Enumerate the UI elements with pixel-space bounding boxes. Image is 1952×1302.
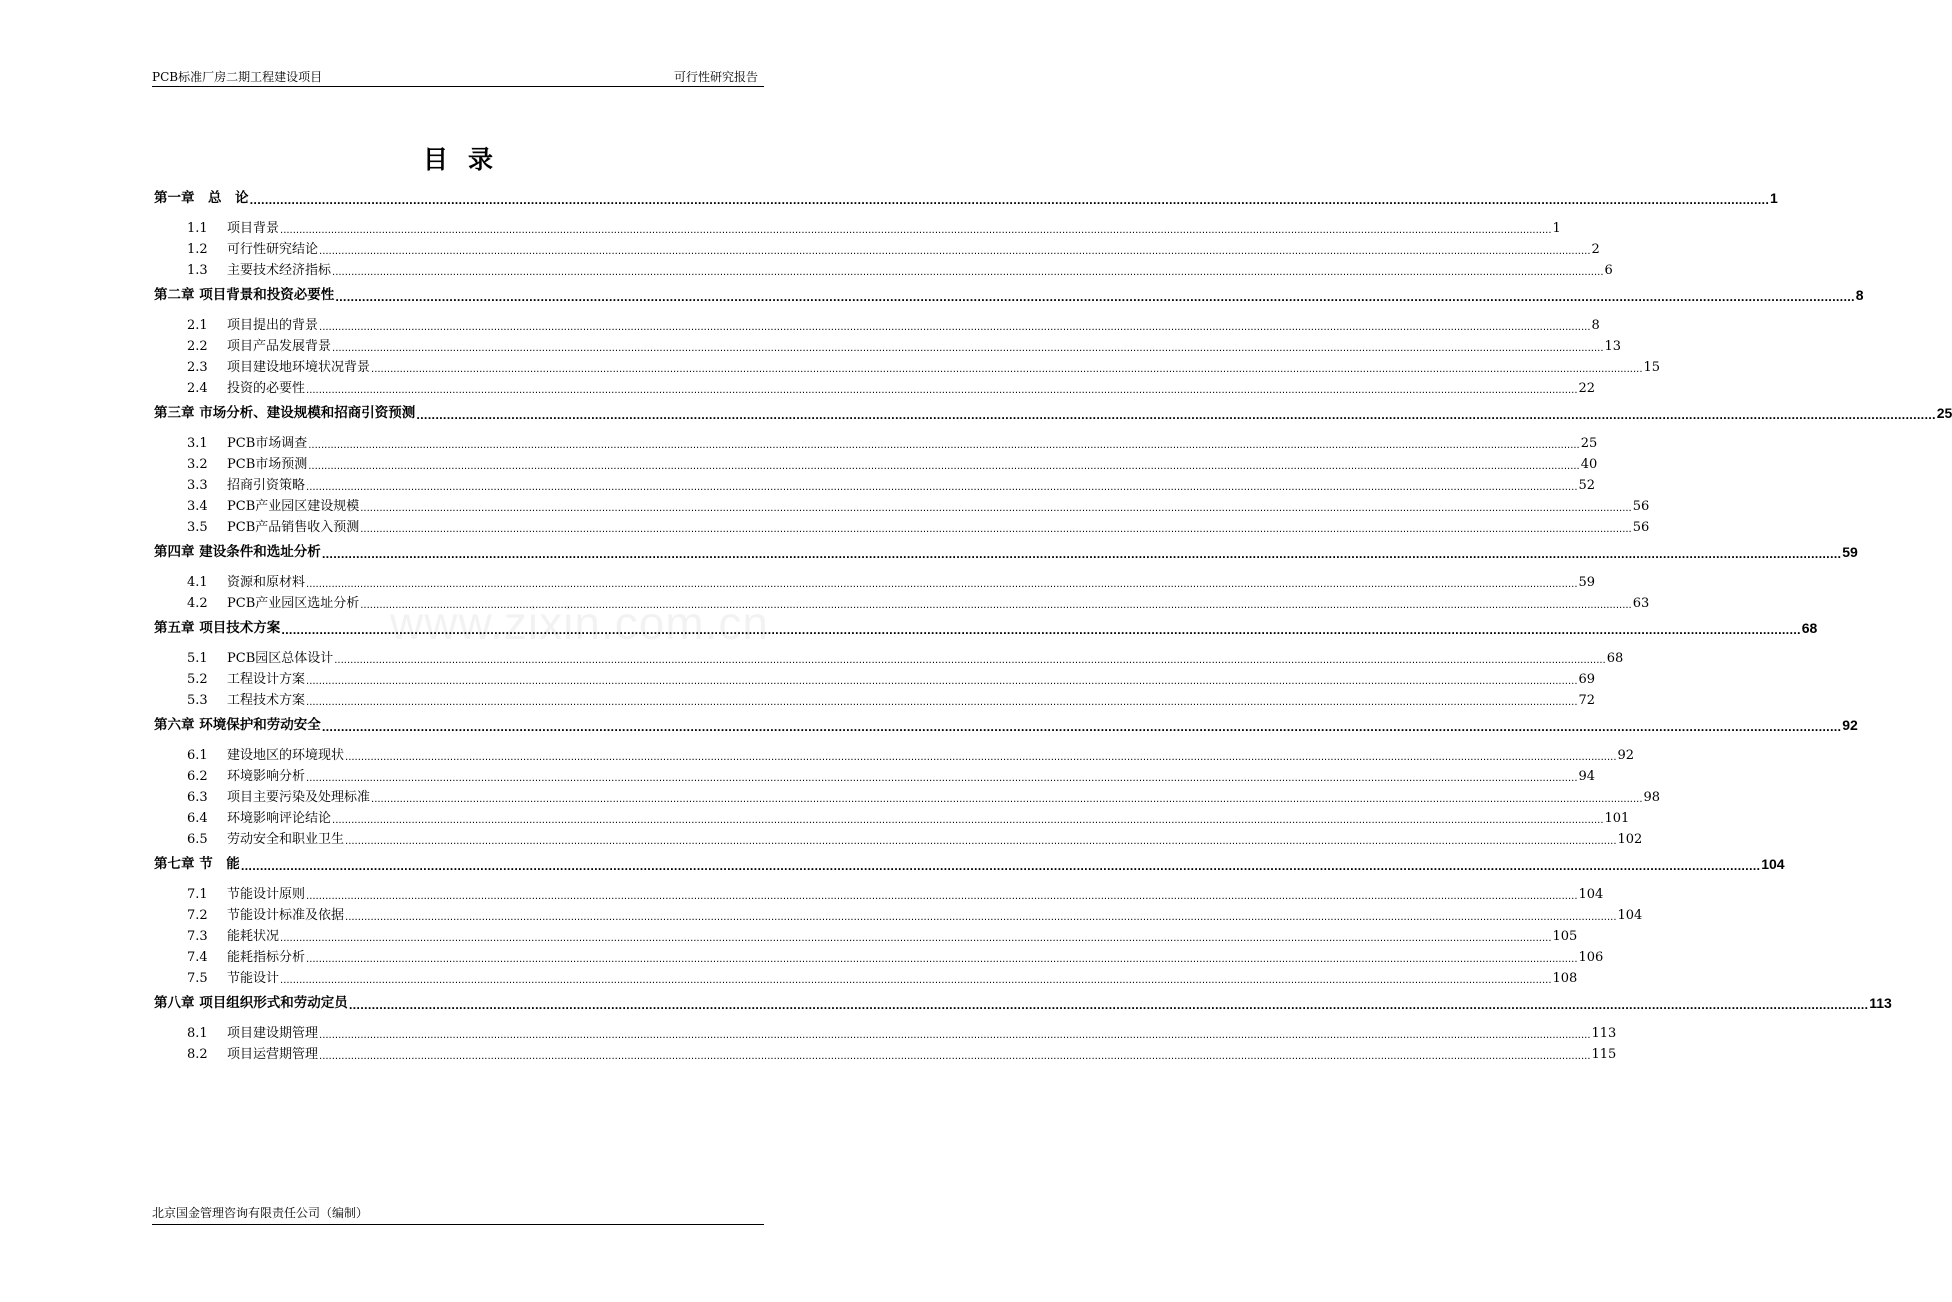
toc-section-title: PCB产业园区选址分析 [227, 596, 360, 611]
toc-section-entry[interactable] [154, 745, 1635, 766]
toc-chapter-entry[interactable] [154, 852, 1785, 876]
toc-section-title: 项目运营期管理 [227, 1047, 319, 1062]
dot-leader: ................................................................................................................................................................................................................................................................................................................................................................................................................ [319, 1030, 1591, 1041]
toc-page-number: 104 [1617, 908, 1643, 923]
dot-leader: ................................................................................................................................................................................................................................................................................................................................................................................................................ [249, 196, 1770, 207]
toc-page-number: 105 [1552, 929, 1578, 944]
toc-entry-label [187, 745, 344, 766]
dot-leader: ................................................................................................................................................................................................................................................................................................................................................................................................................ [280, 975, 1552, 986]
toc-section-title: 能耗指标分析 [227, 950, 306, 965]
toc-page-number: 92 [1617, 748, 1635, 763]
toc-section-number: 5.3 [187, 693, 208, 708]
toc-entry-label [187, 926, 279, 947]
dot-leader: ................................................................................................................................................................................................................................................................................................................................................................................................................ [306, 676, 1578, 687]
dot-leader: ................................................................................................................................................................................................................................................................................................................................................................................................................ [321, 723, 1842, 734]
toc-section-number: 1.1 [187, 221, 208, 236]
toc-section-entry[interactable] [154, 433, 1598, 454]
toc-section-title: PCB市场预测 [227, 457, 308, 472]
toc-section-title: 项目主要污染及处理标准 [227, 790, 371, 805]
dot-leader: ................................................................................................................................................................................................................................................................................................................................................................................................................ [321, 550, 1842, 561]
toc-entry-label: 第二章 项目背景和投资必要性 [154, 287, 335, 303]
toc-section-entry[interactable] [154, 648, 1624, 669]
toc-section-number: 8.1 [187, 1026, 208, 1041]
toc-page-number: 108 [1552, 971, 1578, 986]
toc-section-number: 3.4 [187, 499, 208, 514]
toc-section-entry[interactable] [154, 357, 1661, 378]
header-report-type: 可行性研究报告 [673, 70, 758, 84]
toc-section-entry[interactable] [154, 496, 1650, 517]
toc-section-entry[interactable] [154, 475, 1596, 496]
toc-section-number: 6.2 [187, 769, 208, 784]
dot-leader: ................................................................................................................................................................................................................................................................................................................................................................................................................ [345, 836, 1617, 847]
toc-page-number: 2 [1591, 242, 1600, 257]
toc-chapter-entry[interactable] [154, 401, 1952, 425]
dot-leader: ................................................................................................................................................................................................................................................................................................................................................................................................................ [416, 411, 1936, 422]
toc-page-number: 56 [1632, 499, 1650, 514]
toc-entry-label [187, 648, 333, 669]
toc-entry-label [187, 808, 331, 829]
toc-title: 目录 [422, 145, 513, 174]
toc-page-number: 68 [1606, 651, 1624, 666]
footer-company: 北京国金管理咨询有限责任公司（编制） [152, 1206, 369, 1220]
toc-section-title: 项目提出的背景 [227, 318, 319, 333]
toc-page-number: 59 [1842, 544, 1858, 560]
toc-entry-label [187, 572, 305, 593]
dot-leader: ................................................................................................................................................................................................................................................................................................................................................................................................................ [360, 503, 1632, 514]
toc-section-title: 节能设计原则 [227, 887, 306, 902]
toc-section-number: 6.1 [187, 748, 208, 763]
toc-entry-label [187, 378, 305, 399]
dot-leader: ................................................................................................................................................................................................................................................................................................................................................................................................................ [306, 482, 1578, 493]
toc-section-entry[interactable] [154, 315, 1600, 336]
table-of-contents [154, 184, 1952, 1065]
toc-chapter-entry[interactable] [154, 616, 1818, 640]
toc-section-entry[interactable] [154, 1044, 1617, 1065]
toc-entry-label [187, 239, 318, 260]
toc-section-entry[interactable] [154, 766, 1596, 787]
toc-section-entry[interactable] [154, 884, 1604, 905]
dot-leader: ................................................................................................................................................................................................................................................................................................................................................................................................................ [280, 933, 1552, 944]
toc-section-entry[interactable] [154, 690, 1596, 711]
toc-entry-label [187, 315, 318, 336]
toc-section-number: 4.1 [187, 575, 208, 590]
toc-entry-label: 第五章 项目技术方案 [154, 620, 281, 636]
toc-section-number: 1.3 [187, 263, 208, 278]
toc-page-number: 98 [1643, 790, 1661, 805]
toc-chapter-entry[interactable] [154, 991, 1892, 1015]
dot-leader: ................................................................................................................................................................................................................................................................................................................................................................................................................ [319, 246, 1591, 257]
toc-entry-label: 第六章 环境保护和劳动安全 [154, 717, 321, 733]
dot-leader: ................................................................................................................................................................................................................................................................................................................................................................................................................ [332, 815, 1604, 826]
toc-section-number: 2.3 [187, 360, 208, 375]
toc-entry-label [187, 690, 305, 711]
toc-chapter-entry[interactable] [154, 186, 1778, 210]
toc-chapter-entry[interactable] [154, 283, 1864, 307]
dot-leader: ................................................................................................................................................................................................................................................................................................................................................................................................................ [360, 524, 1632, 535]
toc-section-title: 能耗状况 [227, 929, 280, 944]
toc-entry-label [187, 475, 305, 496]
dot-leader: ................................................................................................................................................................................................................................................................................................................................................................................................................ [240, 862, 1761, 873]
toc-section-entry[interactable] [154, 968, 1578, 989]
toc-section-number: 6.5 [187, 832, 208, 847]
dot-leader: ................................................................................................................................................................................................................................................................................................................................................................................................................ [281, 626, 1801, 637]
toc-section-title: 工程设计方案 [227, 672, 306, 687]
toc-section-number: 3.3 [187, 478, 208, 493]
toc-entry-label: 第四章 建设条件和选址分析 [154, 544, 321, 560]
dot-leader: ................................................................................................................................................................................................................................................................................................................................................................................................................ [319, 1051, 1591, 1062]
toc-section-number: 3.5 [187, 520, 208, 535]
toc-section-title: 项目建设期管理 [227, 1026, 319, 1041]
toc-section-number: 1.2 [187, 242, 208, 257]
toc-section-number: 3.2 [187, 457, 208, 472]
dot-leader: ................................................................................................................................................................................................................................................................................................................................................................................................................ [306, 579, 1578, 590]
toc-section-title: 项目产品发展背景 [227, 339, 332, 354]
header-project-name: PCB标准厂房二期工程建设项目 [152, 70, 323, 84]
watermark: www.zixin.com.cn [390, 597, 769, 649]
toc-page-number: 25 [1580, 436, 1598, 451]
toc-page-number: 104 [1761, 856, 1785, 872]
toc-page-number: 1 [1770, 190, 1778, 206]
page-header [152, 64, 764, 87]
toc-chapter-entry[interactable] [154, 540, 1858, 564]
toc-entry-label [187, 336, 331, 357]
toc-section-title: 环境影响分析 [227, 769, 306, 784]
dot-leader: ................................................................................................................................................................................................................................................................................................................................................................................................................ [345, 752, 1617, 763]
toc-section-entry[interactable] [154, 260, 1613, 281]
dot-leader: ................................................................................................................................................................................................................................................................................................................................................................................................................ [306, 954, 1578, 965]
toc-page-number: 52 [1578, 478, 1596, 493]
toc-section-number: 5.2 [187, 672, 208, 687]
toc-page-number: 40 [1580, 457, 1598, 472]
toc-entry-label [187, 787, 370, 808]
toc-page-number: 8 [1591, 318, 1600, 333]
toc-section-title: 项目背景 [227, 221, 280, 236]
toc-entry-label [187, 433, 307, 454]
toc-entry-label [187, 593, 359, 614]
toc-section-number: 8.2 [187, 1047, 208, 1062]
dot-leader: ................................................................................................................................................................................................................................................................................................................................................................................................................ [332, 343, 1604, 354]
toc-section-number: 2.4 [187, 381, 208, 396]
dot-leader: ................................................................................................................................................................................................................................................................................................................................................................................................................ [371, 794, 1643, 805]
toc-section-number: 2.1 [187, 318, 208, 333]
toc-page-number: 102 [1617, 832, 1643, 847]
dot-leader: ................................................................................................................................................................................................................................................................................................................................................................................................................ [348, 1001, 1869, 1012]
toc-section-entry[interactable] [154, 593, 1650, 614]
toc-section-number: 5.1 [187, 651, 208, 666]
toc-page-number: 13 [1604, 339, 1622, 354]
dot-leader: ................................................................................................................................................................................................................................................................................................................................................................................................................ [345, 912, 1617, 923]
toc-section-title: PCB产品销售收入预测 [227, 520, 360, 535]
toc-section-entry[interactable] [154, 517, 1650, 538]
toc-section-entry[interactable] [154, 905, 1643, 926]
toc-section-title: 资源和原材料 [227, 575, 306, 590]
toc-page-number: 92 [1842, 717, 1858, 733]
toc-page-number: 106 [1578, 950, 1604, 965]
toc-page-number: 72 [1578, 693, 1596, 708]
toc-page-number: 69 [1578, 672, 1596, 687]
dot-leader: ................................................................................................................................................................................................................................................................................................................................................................................................................ [332, 267, 1604, 278]
toc-page-number: 94 [1578, 769, 1596, 784]
toc-section-entry[interactable] [154, 926, 1578, 947]
toc-section-entry[interactable] [154, 947, 1604, 968]
dot-leader: ................................................................................................................................................................................................................................................................................................................................................................................................................ [306, 891, 1578, 902]
toc-section-number: 7.2 [187, 908, 208, 923]
toc-entry-label [187, 884, 305, 905]
toc-section-title: 工程技术方案 [227, 693, 306, 708]
toc-entry-label: 第八章 项目组织形式和劳动定员 [154, 995, 348, 1011]
toc-section-number: 7.3 [187, 929, 208, 944]
toc-section-title: PCB市场调查 [227, 436, 308, 451]
toc-entry-label [187, 260, 331, 281]
toc-page-number: 56 [1632, 520, 1650, 535]
dot-leader: ................................................................................................................................................................................................................................................................................................................................................................................................................ [371, 364, 1643, 375]
toc-page-number: 113 [1869, 995, 1892, 1011]
toc-entry-label [187, 1023, 318, 1044]
toc-section-entry[interactable] [154, 239, 1600, 260]
toc-entry-label [187, 947, 305, 968]
toc-entry-label [187, 218, 279, 239]
toc-section-entry[interactable] [154, 218, 1561, 239]
toc-entry-label [187, 517, 359, 538]
toc-section-entry[interactable] [154, 572, 1596, 593]
toc-page-number: 1 [1552, 221, 1561, 236]
toc-section-number: 6.3 [187, 790, 208, 805]
toc-section-entry[interactable] [154, 808, 1630, 829]
toc-section-title: 劳动安全和职业卫生 [227, 832, 345, 847]
toc-section-title: 投资的必要性 [227, 381, 306, 396]
toc-page-number: 68 [1801, 620, 1818, 636]
toc-page-number: 6 [1604, 263, 1613, 278]
toc-section-title: 项目建设地环境状况背景 [227, 360, 371, 375]
toc-section-number: 7.1 [187, 887, 208, 902]
toc-section-title: 建设地区的环境现状 [227, 748, 345, 763]
toc-page-number: 115 [1591, 1047, 1617, 1062]
toc-page-number: 8 [1855, 287, 1864, 303]
toc-section-title: 可行性研究结论 [227, 242, 319, 257]
toc-entry-label [187, 766, 305, 787]
toc-page-number: 113 [1591, 1026, 1617, 1041]
toc-section-title: PCB产业园区建设规模 [227, 499, 360, 514]
toc-entry-label [187, 829, 344, 850]
toc-section-title: 节能设计标准及依据 [227, 908, 345, 923]
toc-section-number: 6.4 [187, 811, 208, 826]
toc-section-number: 4.2 [187, 596, 208, 611]
dot-leader: ................................................................................................................................................................................................................................................................................................................................................................................................................ [360, 600, 1632, 611]
dot-leader: ................................................................................................................................................................................................................................................................................................................................................................................................................ [306, 385, 1578, 396]
toc-page-number: 22 [1578, 381, 1596, 396]
dot-leader: ................................................................................................................................................................................................................................................................................................................................................................................................................ [308, 461, 1580, 472]
toc-entry-label [187, 454, 307, 475]
dot-leader: ................................................................................................................................................................................................................................................................................................................................................................................................................ [335, 293, 1855, 304]
toc-entry-label [187, 357, 370, 378]
dot-leader: ................................................................................................................................................................................................................................................................................................................................................................................................................ [334, 655, 1606, 666]
toc-entry-label: 第一章 总 论 [154, 190, 249, 206]
page-footer [152, 1202, 764, 1225]
toc-section-title: 环境影响评论结论 [227, 811, 332, 826]
toc-section-entry[interactable] [154, 669, 1596, 690]
toc-section-title: 招商引资策略 [227, 478, 306, 493]
toc-page-number: 15 [1643, 360, 1661, 375]
toc-section-entry[interactable] [154, 787, 1661, 808]
toc-page-number: 101 [1604, 811, 1630, 826]
dot-leader: ................................................................................................................................................................................................................................................................................................................................................................................................................ [280, 225, 1552, 236]
toc-section-title: PCB园区总体设计 [227, 651, 334, 666]
toc-entry-label [187, 669, 305, 690]
toc-page-number: 25 [1936, 405, 1952, 421]
toc-entry-label [187, 496, 359, 517]
toc-section-entry[interactable] [154, 336, 1622, 357]
dot-leader: ................................................................................................................................................................................................................................................................................................................................................................................................................ [319, 322, 1591, 333]
toc-section-entry[interactable] [154, 1023, 1617, 1044]
toc-page-number: 104 [1578, 887, 1604, 902]
toc-section-entry[interactable] [154, 378, 1596, 399]
dot-leader: ................................................................................................................................................................................................................................................................................................................................................................................................................ [308, 440, 1580, 451]
toc-entry-label: 第三章 市场分析、建设规模和招商引资预测 [154, 405, 416, 421]
toc-entry-label [187, 1044, 318, 1065]
toc-entry-label [187, 905, 344, 926]
toc-section-number: 2.2 [187, 339, 208, 354]
toc-section-entry[interactable] [154, 829, 1643, 850]
toc-section-number: 3.1 [187, 436, 208, 451]
toc-chapter-entry[interactable] [154, 713, 1858, 737]
toc-page-number: 63 [1632, 596, 1650, 611]
toc-entry-label: 第七章 节 能 [154, 856, 240, 872]
dot-leader: ................................................................................................................................................................................................................................................................................................................................................................................................................ [306, 773, 1578, 784]
toc-section-number: 7.5 [187, 971, 208, 986]
toc-section-number: 7.4 [187, 950, 208, 965]
toc-section-entry[interactable] [154, 454, 1598, 475]
toc-section-title: 节能设计 [227, 971, 280, 986]
dot-leader: ................................................................................................................................................................................................................................................................................................................................................................................................................ [306, 697, 1578, 708]
toc-section-title: 主要技术经济指标 [227, 263, 332, 278]
toc-page-number: 59 [1578, 575, 1596, 590]
toc-entry-label [187, 968, 279, 989]
